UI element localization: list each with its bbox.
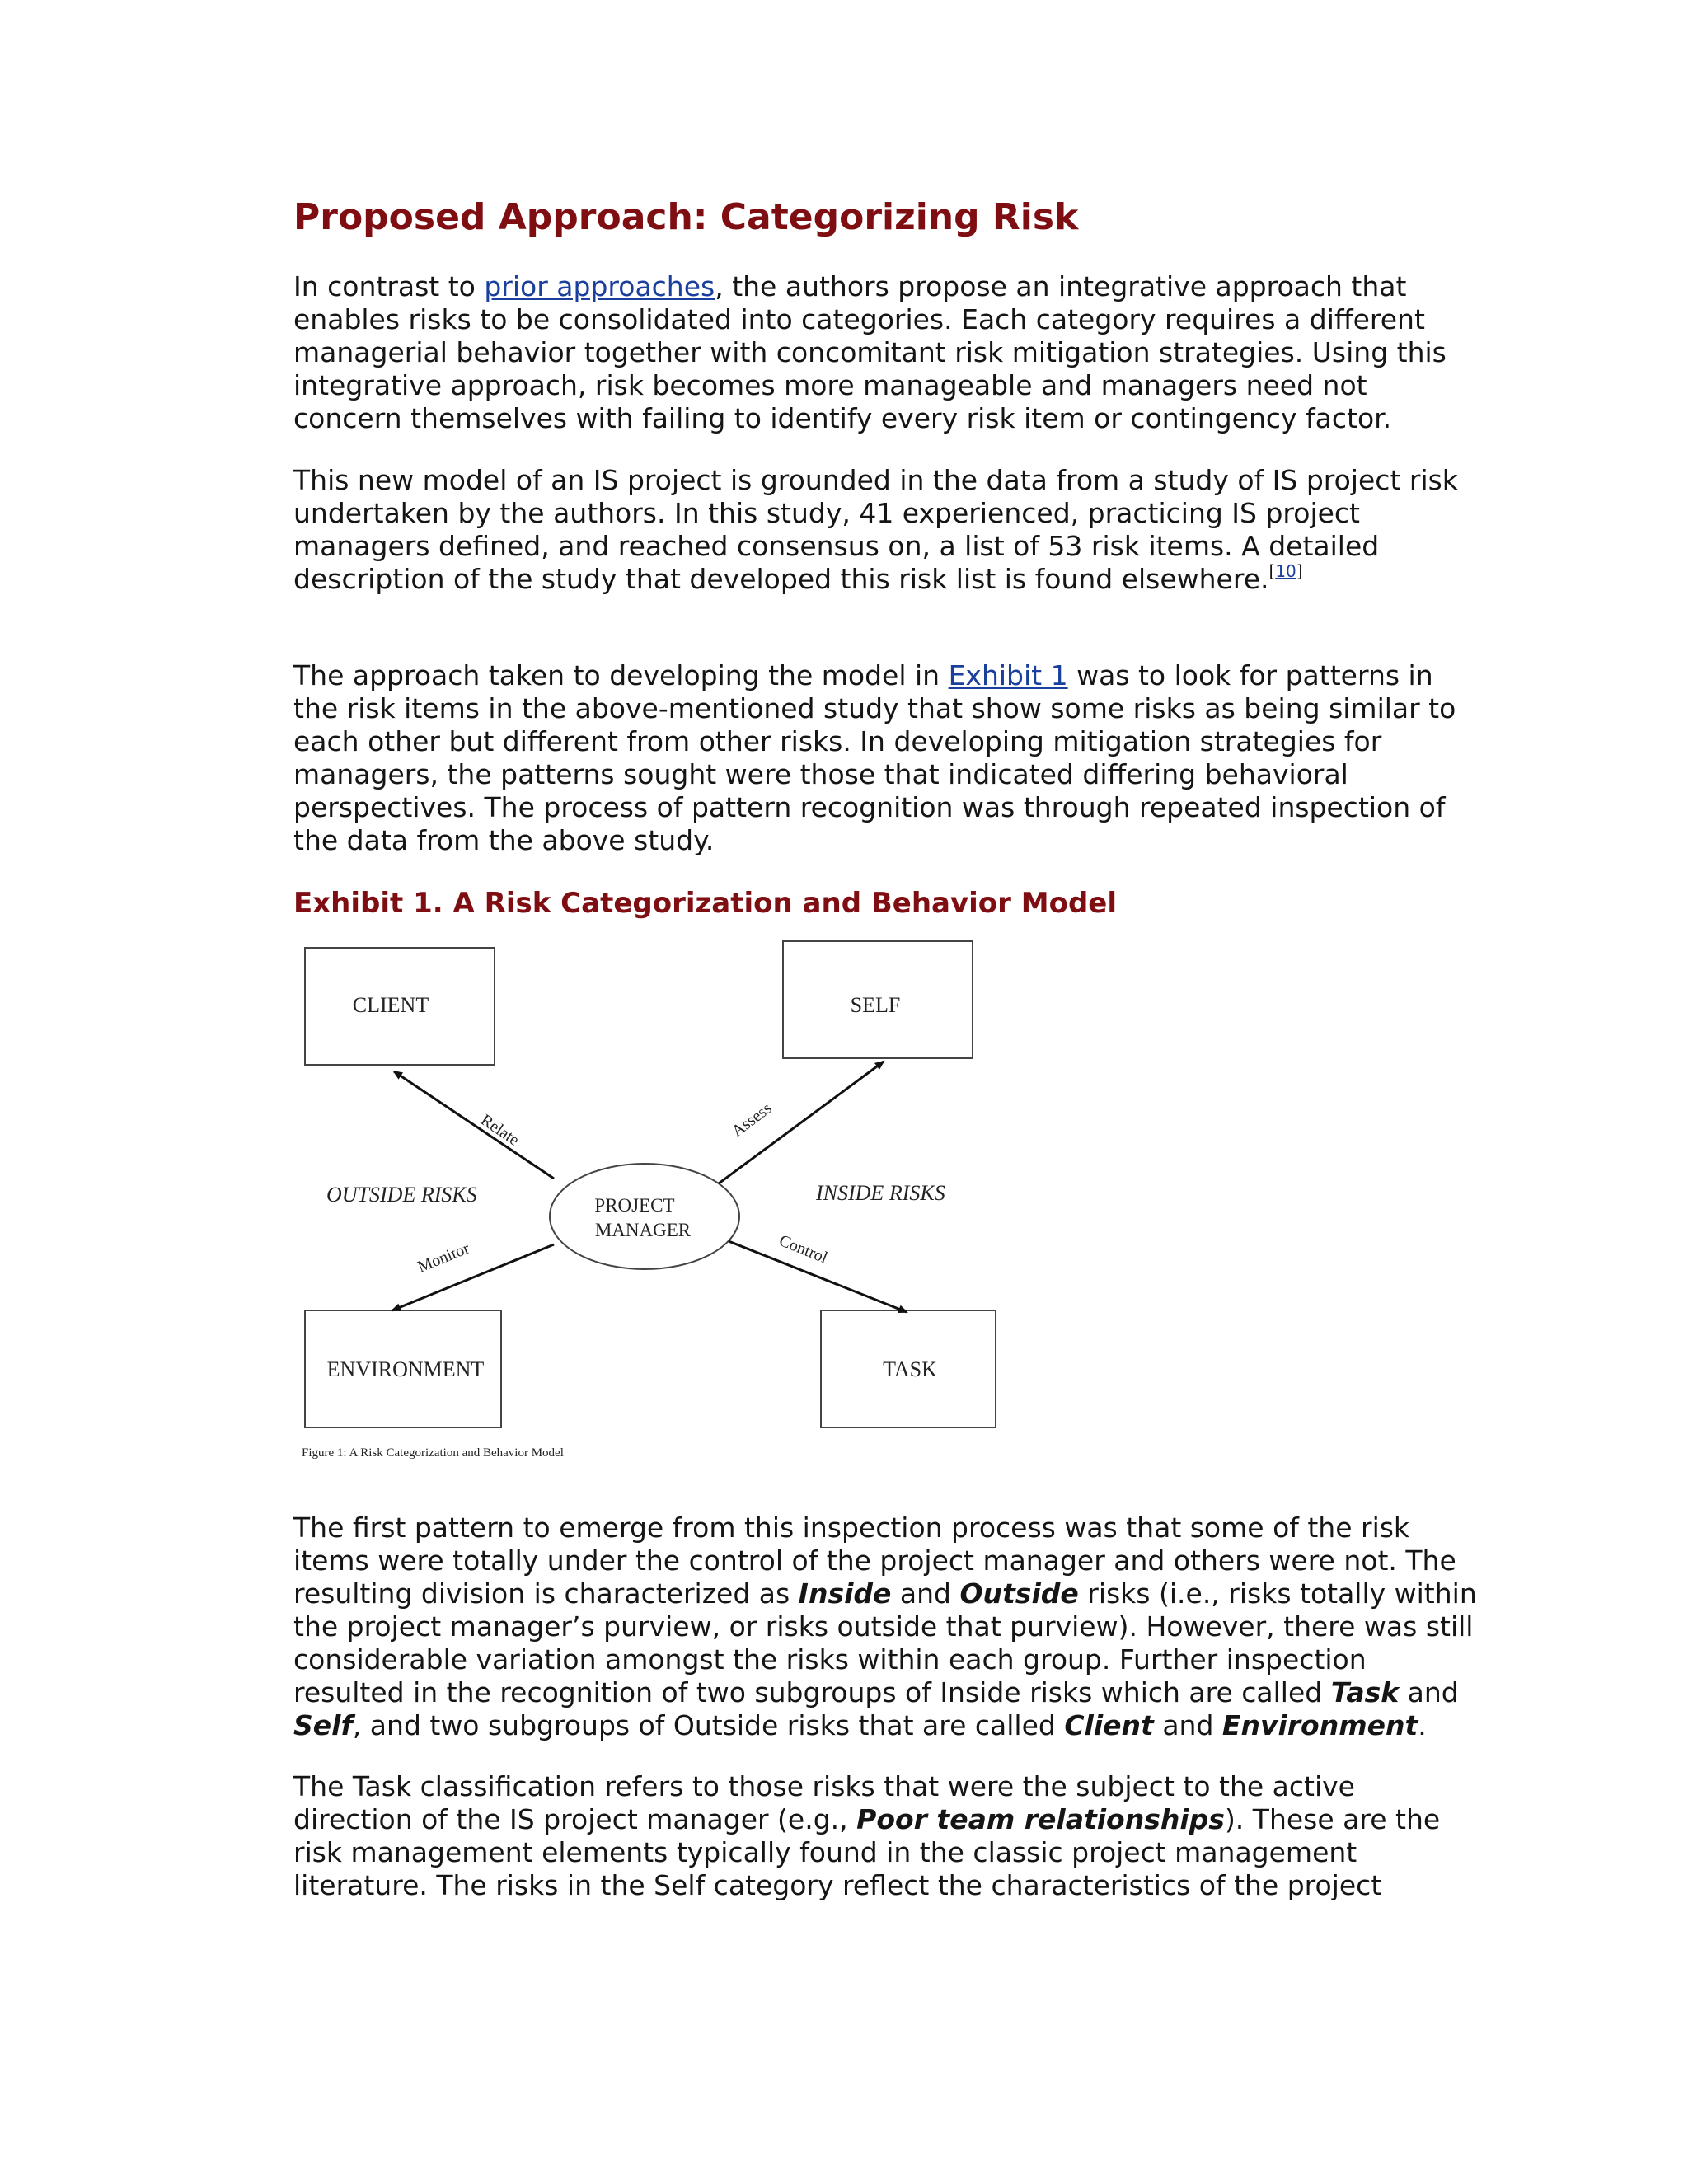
paragraph-study bbox=[293, 464, 1480, 596]
term-client: Client bbox=[1064, 1709, 1154, 1741]
paragraph2-text: This new model of an IS project is grounded in the data from a study of IS project risk undertaken by the authors. In this study, 41 experienced, practicing IS project managers defined, and reached consensus on, a list of 53 risk items. A detailed description of the study that developed this risk list is found elsewhere. bbox=[293, 464, 1458, 595]
paragraph-prior-approaches bbox=[293, 270, 1480, 435]
paragraph5-text-1: The Task classification refers to those risks that were the subject to the active direction of the IS project manager (e.g., bbox=[293, 1770, 1355, 1835]
paragraph4-text-5: , and two subgroups of Outside risks that are called bbox=[352, 1709, 1065, 1741]
paragraph3-text-a: The approach taken to developing the model in bbox=[293, 659, 949, 691]
term-poor-team-relationships: Poor team relationships bbox=[856, 1803, 1225, 1835]
relate-label: Relate bbox=[477, 1110, 523, 1150]
paragraph-task-classification bbox=[293, 1770, 1480, 1902]
paragraph1-text-b: , the authors propose an integrative approach that enables risks to be consolidated into categories. Each category requires a different managerial behavior together with concomitant risk mitigation strategies. Using this integrative approach, risk becomes more manageable and managers need not concern themselves with failing to identify every risk item or contingency factor. bbox=[293, 270, 1447, 434]
figure-area bbox=[293, 921, 1480, 1511]
monitor-arrow bbox=[392, 1244, 554, 1310]
paragraph-approach bbox=[293, 659, 1480, 857]
paragraph4-text-4: and bbox=[1399, 1676, 1459, 1708]
term-inside: Inside bbox=[798, 1577, 892, 1610]
manager-label: MANAGER bbox=[594, 1220, 692, 1240]
term-outside: Outside bbox=[959, 1577, 1079, 1610]
exhibit-1-link[interactable]: Exhibit 1 bbox=[948, 659, 1068, 691]
paragraph4-text-3: risks (i.e., risks totally within the project manager’s purview, or risks outside that purview). However, there was still considerable variation amongst the risks within each group. Further inspection resulted in the recognition of two subgroups of Inside risks which are called bbox=[293, 1577, 1477, 1708]
paragraph1-text-a: In contrast to bbox=[293, 270, 485, 302]
paragraph5-text-2: ). These are the risk management elements typically found in the classic project management literature. The risks in the Self category reflect the characteristics of the project bbox=[293, 1803, 1441, 1901]
reference-10-link[interactable]: 10 bbox=[1275, 561, 1296, 581]
paragraph4-text-7: . bbox=[1418, 1709, 1427, 1741]
client-label: CLIENT bbox=[352, 993, 429, 1017]
figure-caption: Figure 1: A Risk Categorization and Behavior Model bbox=[302, 1446, 564, 1460]
task-label: TASK bbox=[883, 1357, 937, 1381]
relate-arrow bbox=[394, 1071, 554, 1179]
outside-risks-label: OUTSIDE RISKS bbox=[326, 1183, 477, 1207]
paragraph-first-pattern bbox=[293, 1511, 1480, 1742]
document-page bbox=[293, 191, 1480, 1902]
exhibit-title: Exhibit 1. A Risk Categorization and Behavior Model bbox=[293, 887, 1118, 920]
reference-marker: [10] bbox=[1268, 561, 1303, 581]
section-title: Proposed Approach: Categorizing Risk bbox=[293, 196, 1079, 238]
control-label: Control bbox=[776, 1231, 831, 1268]
environment-label: ENVIRONMENT bbox=[326, 1357, 485, 1381]
paragraph4-text-6: and bbox=[1153, 1709, 1222, 1741]
self-label: SELF bbox=[850, 993, 901, 1017]
risk-model-figure bbox=[293, 940, 1035, 1467]
project-label: PROJECT bbox=[594, 1195, 675, 1216]
project-manager-ellipse bbox=[550, 1164, 739, 1269]
paragraph4-text-2: and bbox=[891, 1577, 960, 1610]
inside-risks-label: INSIDE RISKS bbox=[816, 1181, 945, 1205]
paragraph3-text-b: was to look for patterns in the risk items in the above-mentioned study that show some risks as being similar to each other but different from other risks. In developing mitigation strategies for managers, the patterns sought were those that indicated differing behavioral perspectives. The process of pattern recognition was through repeated inspection of the data from the above study. bbox=[293, 659, 1456, 856]
term-task: Task bbox=[1330, 1676, 1400, 1708]
term-environment: Environment bbox=[1221, 1709, 1418, 1741]
monitor-label: Monitor bbox=[415, 1239, 472, 1277]
term-self: Self bbox=[293, 1709, 353, 1741]
paragraph4-text-1: The first pattern to emerge from this inspection process was that some of the risk items were totally under the control of the project manager and others were not. The resulting division is characterized as bbox=[293, 1511, 1456, 1610]
prior-approaches-link[interactable]: prior approaches bbox=[484, 270, 715, 302]
assess-label: Assess bbox=[728, 1099, 776, 1141]
risk-model-diagram bbox=[293, 940, 1035, 1467]
